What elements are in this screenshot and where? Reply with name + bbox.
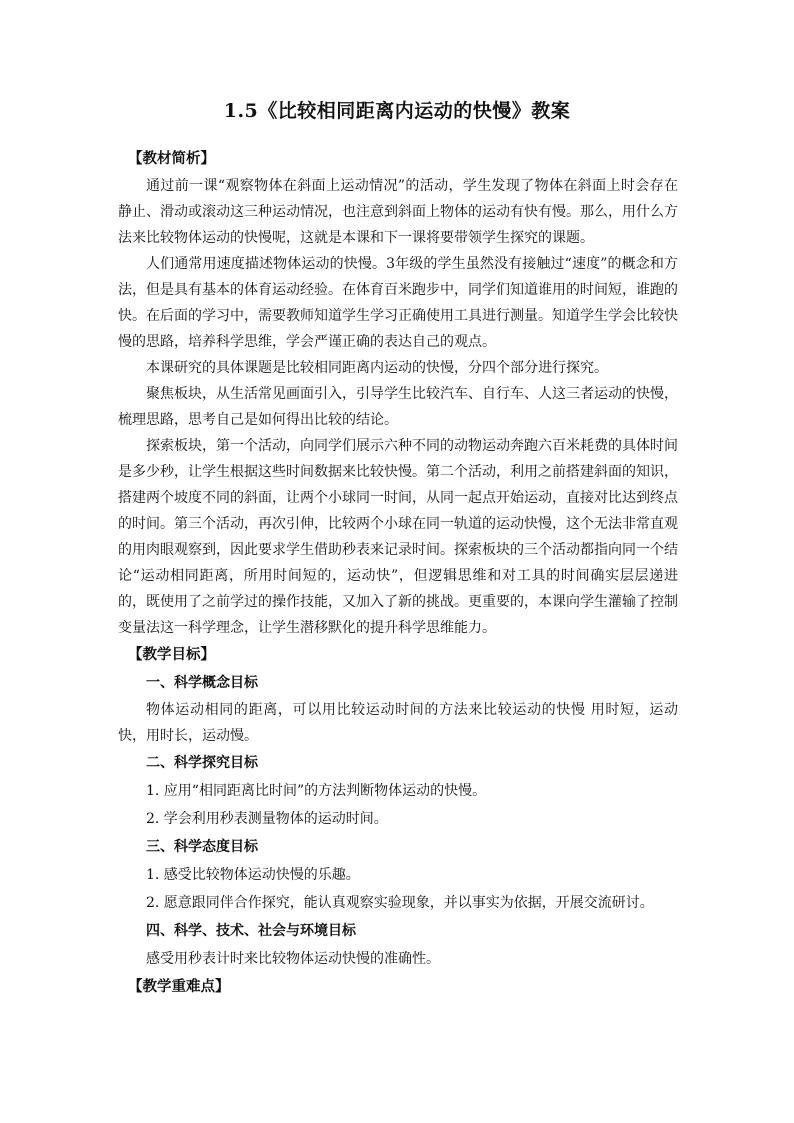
goal-attitude-item-2: 2. 愿意跟同伴合作探究，能认真观察实验现象，并以事实为依据，开展交流研讨。: [146, 895, 654, 911]
section-heading-key-points: 【教学重难点】: [128, 978, 230, 995]
document-body: [118, 145, 678, 1001]
goal-inquiry-heading: 二、科学探究目标: [146, 755, 258, 771]
goal-concept-heading: 一、科学概念目标: [146, 675, 258, 691]
section-heading-analysis: 【教材简析】: [128, 150, 215, 167]
analysis-paragraph-3: 本课研究的具体课题是比较相同距离内运动的快慢，分四个部分进行探究。: [146, 360, 608, 376]
section-heading-goals: 【教学目标】: [128, 646, 215, 663]
analysis-paragraph-4: 聚焦板块，从生活常见画面引入，引导学生比较汽车、自行车、人这三者运动的快慢，梳理思路，思考自己是如何得出比较的结论。: [118, 386, 678, 428]
analysis-paragraph-5: 探索板块，第一个活动，向同学们展示六种不同的动物运动奔跑六百米耗费的具体时间是多少秒，让学生根据这些时间数据来比较快慢。第二个活动，利用之前搭建斜面的知识，搭建两个坡度不同的斜面，让两个小球同一时间，从同一起点开始运动，直接对比达到终点的时间。第三个活动，再次引伸，比较两个小球在同一轨道的运动快慢，这个无法非常直观的用肉眼观察到，因此要求学生借助秒表来记录时间。探索板块的三个活动都指向同一个结论“运动相同距离，所用时间短的，运动快”，但逻辑思维和对工具的时间确实层层递进的，既使用了之前学过的操作技能，又加入了新的挑战。更重要的，本课向学生灌输了控制变量法这一科学理念，让学生潜移默化的提升科学思维能力。: [118, 438, 678, 636]
goal-attitude-item-1: 1. 感受比较物体运动快慢的乐趣。: [146, 867, 360, 883]
goal-attitude-heading: 三、科学态度目标: [146, 839, 258, 855]
document-title: 1.5《比较相同距离内运动的快慢》教案: [223, 100, 571, 122]
analysis-paragraph-1: 通过前一课“观察物体在斜面上运动情况”的活动，学生发现了物体在斜面上时会存在静止、滑动或滚动这三种运动情况，也注意到斜面上物体的运动有快有慢。那么，用什么方法来比较物体运动的快慢呢，这就是本课和下一课将要带领学生探究的课题。: [118, 178, 678, 246]
goal-inquiry-item-1: 1. 应用“相同距离比时间”的方法判断物体运动的快慢。: [146, 783, 487, 799]
goal-inquiry-item-2: 2. 学会利用秒表测量物体的运动时间。: [146, 811, 388, 827]
goal-concept-text: 物体运动相同的距离，可以用比较运动时间的方法来比较运动的快慢 用时短，运动快，用时长，运动慢。: [118, 702, 678, 744]
goal-sts-heading: 四、科学、技术、社会与环境目标: [146, 923, 356, 939]
goal-sts-text: 感受用秒表计时来比较物体运动快慢的准确性。: [146, 951, 440, 967]
analysis-paragraph-2: 人们通常用速度描述物体运动的快慢。3年级的学生虽然没有接触过“速度”的概念和方法，但是具有基本的体育运动经验。在体育百米跑步中，同学们知道谁用的时间短，谁跑的快。在后面的学习中，需要教师知道学生学习正确使用工具进行测量。知道学生学会比较快慢的思路，培养科学思维，学会严谨正确的表达自己的观点。: [118, 256, 678, 350]
